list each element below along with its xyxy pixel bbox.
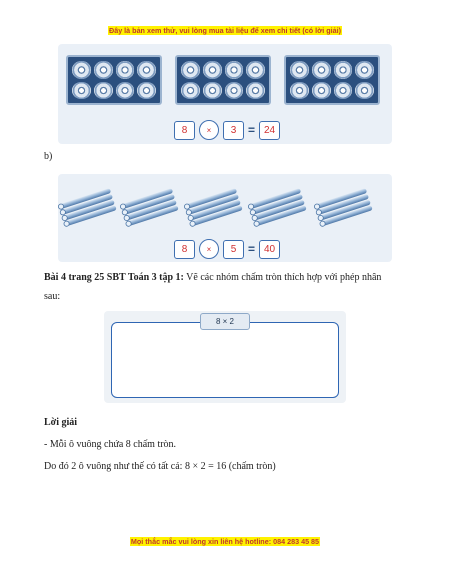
solution-line-1: - Mỗi ô vuông chứa 8 chấm tròn. [44,439,177,450]
exercise-prompt: Vẽ các nhóm chấm tròn thích hợp với phép nhân [183,272,382,283]
disc-pack [66,55,162,105]
product-box: 24 [259,121,280,140]
factor-box: 5 [223,240,244,259]
drawing-area [111,322,339,398]
equals-sign: = [248,242,256,256]
exercise-prompt-cont: sau: [44,291,61,302]
preview-notice: Đây là bản xem thử, vui lòng mua tài liệu để xem chi tiết (có lời giải) [109,26,341,35]
multiply-circle: × [199,239,219,259]
card-label: 8 × 2 [200,313,250,330]
pipe-bundles [58,182,392,242]
factor-box: 3 [223,121,244,140]
equation-b [174,239,280,259]
exercise-statement [44,271,414,285]
disc-pack [175,55,271,105]
equation-a [174,120,280,140]
drawing-card [104,311,346,403]
factor-box: 8 [174,240,195,259]
equals-sign: = [248,123,256,137]
multiply-circle: × [199,120,219,140]
exercise-title: Bài 4 trang 25 SBT Toán 3 tập 1: [44,272,184,283]
product-box: 40 [259,240,280,259]
factor-box: 8 [174,121,195,140]
solution-line-2: Do đó 2 ô vuông như thế có tất cả: 8 × 2 = 16 (chấm tròn) [44,461,276,472]
hotline-notice: Mọi thắc mắc vui lòng xin liên hệ hotline: 084 283 45 85 [130,537,320,546]
disc-pack [284,55,380,105]
part-b-label: b) [44,151,53,162]
solution-heading: Lời giải [44,417,78,428]
